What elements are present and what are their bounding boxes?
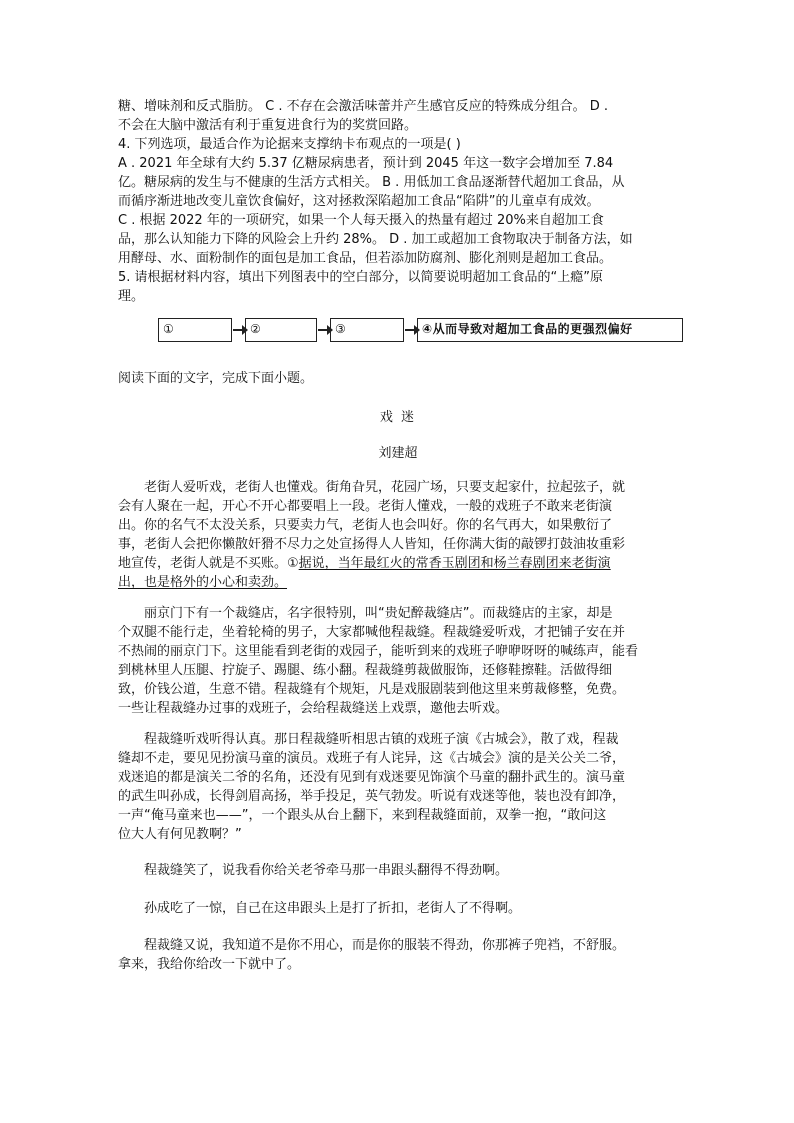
text-line: 个双腿不能行走，坐着轮椅的男子，大家都喊他程裁缝。程裁缝爱听戏，才把铺子安在并 <box>118 625 626 640</box>
arrow-icon <box>233 329 243 331</box>
text-line: 孙成吃了一惊，自己在这串跟头上是打了折扣，老街人了不得啊。 <box>144 901 522 916</box>
question-5 <box>118 268 678 306</box>
text-line: 会有人聚在一起，开心不开心都要唱上一段。老街人懂戏，一般的戏班子不敢来老街演 <box>118 499 613 514</box>
text-line: 一些让程裁缝办过事的戏班子，会给程裁缝送上戏票，邀他去听戏。 <box>118 701 509 716</box>
text-line: 致，价钱公道，生意不错。程裁缝有个规矩，凡是戏服剧装到他这里来剪裁修整，免费。 <box>118 682 626 697</box>
text-line: 到桃林里人压腿、拧旋子、踢腿、练小翻。程裁缝剪裁做服饰，还修鞋擦鞋。活做得细 <box>118 663 613 678</box>
text-line: 不会在大脑中激活有利于重复进食行为的奖赏回路。 <box>118 118 418 133</box>
paragraph-3 <box>118 730 678 844</box>
article-title: 戏 迷 <box>379 410 417 425</box>
flow-box-1: ① <box>158 318 232 342</box>
question-4 <box>118 135 678 268</box>
flow-box-3: ③ <box>330 318 404 342</box>
article-author: 刘建超 <box>378 446 418 461</box>
paragraph-6 <box>118 936 678 974</box>
text-line: 位大人有何见教啊？” <box>118 827 242 842</box>
text-line: 程裁缝笑了，说我看你给关老爷牵马那一串跟头翻得不得劲啊。 <box>144 863 509 878</box>
option-line: A . 2021 年全球有大约 5.37 亿糖尿病患者，预计到 2045 年这一数字会增加至 7.84 <box>118 156 614 171</box>
text-line: 出。你的名气不太没关系，只要卖力气，老街人也会叫好。你的名气再大，如果敷衍了 <box>118 518 613 533</box>
option-line: C . 根据 2022 年的一项研究，如果一个人每天摄入的热量有超过 20%来自超加工食 <box>118 213 604 228</box>
question-3-tail <box>118 97 678 135</box>
paragraph-2 <box>118 604 678 718</box>
question-5-stem: 理。 <box>118 289 145 304</box>
text-line: 一声“俺马童来也——”，一个跟头从台上翻下，来到程裁缝面前，双拳一抱，“敢问这 <box>118 808 607 823</box>
paragraph-5 <box>118 899 678 918</box>
text-segment: 地宣传，老街人就是不买账。① <box>118 556 299 571</box>
text-line: 的武生叫孙成，长得剑眉高扬，举手投足，英气勃发。听说有戏迷等他，装也没有卸净， <box>118 789 626 804</box>
paragraph-4 <box>118 861 678 880</box>
text-line: 丽京门下有一个裁缝店，名字很特别，叫“贵妃醉裁缝店”。而裁缝店的主家，却是 <box>144 606 613 621</box>
arrow-icon <box>405 329 415 331</box>
text-line: 不热闹的丽京门下。这里能看到老街的戏园子，能听到来的戏班子咿咿呀呀的喊练声，能看 <box>118 644 639 659</box>
flow-box-2: ② <box>245 318 317 342</box>
underlined-sentence: 出，也是格外的小心和卖劲。 <box>118 575 288 590</box>
text-line: 事，老街人会把你懒散奸猾不尽力之处宣扬得人人皆知，任你满大街的敲锣打鼓油妆重彩 <box>118 537 626 552</box>
question-4-stem: 4. 下列选项，最适合作为论据来支撑纳卡布观点的一项是( ) <box>118 137 461 152</box>
text-line: 戏迷追的都是演关二爷的名角，还没有见到有戏迷要见饰演个马童的翻扑武生的。演马童 <box>118 770 626 785</box>
option-line: 而循序渐进地改变儿童饮食偏好，这对拯救深陷超加工食品“陷阱”的儿童卓有成效。 <box>118 194 600 209</box>
text-line <box>118 554 678 573</box>
paragraph-1 <box>118 478 678 592</box>
text-line: 程裁缝听戏听得认真。那日程裁缝听相思古镇的戏班子演《古城会》，散了戏，程裁 <box>144 732 619 747</box>
question-5-stem: 5. 请根据材料内容，填出下列图表中的空白部分，以简要说明超加工食品的“上瘾”原 <box>118 270 604 285</box>
text-line: 程裁缝又说，我知道不是你不用心，而是你的服装不得劲，你那裤子兜裆，不舒服。 <box>144 938 626 953</box>
text-line: 缝却不走，要见见扮演马童的演员。戏班子有人诧异，这《古城会》演的是关公关二爷， <box>118 751 626 766</box>
arrow-icon <box>318 329 328 331</box>
text-line: 拿来，我给你给改一下就中了。 <box>118 957 301 972</box>
flow-box-4: ④从而导致对超加工食品的更强烈偏好 <box>417 318 683 342</box>
underlined-sentence: 据说，当年最红火的常香玉剧团和杨兰春剧团来老街演 <box>298 556 611 571</box>
reading-instruction: 阅读下面的文字，完成下面小题。 <box>118 371 314 386</box>
text-line: 老街人爱听戏，老街人也懂戏。街角旮旯，花园广场，只要支起家什，拉起弦子，就 <box>144 480 626 495</box>
option-line: 亿。糖尿病的发生与不健康的生活方式相关。 B . 用低加工食品逐渐替代超加工食品，从 <box>118 175 625 190</box>
text-line: 糖、增味剂和反式脂肪。 C . 不存在会激活味蕾并产生感官反应的特殊成分组合。 D . <box>118 99 609 114</box>
option-line: 用酵母、水、面粉制作的面包是加工食品，但若添加防腐剂、膨化剂则是超加工食品。 <box>118 251 613 266</box>
option-line: 品，那么认知能力下降的风险会上升约 28%。 D . 加工或超加工食物取决于制备方法，如 <box>118 232 633 247</box>
